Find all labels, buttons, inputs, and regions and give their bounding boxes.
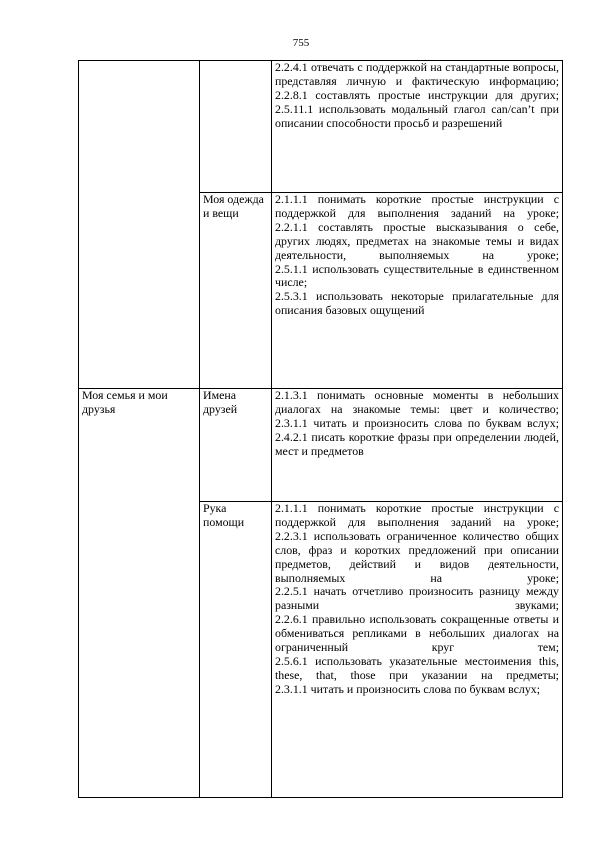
objective-item: 2.2.4.1 отвечать с поддержкой на стандартные вопросы, представляя личную и фактическую информацию; — [275, 60, 559, 88]
subtopic-cell: Рука помощи — [200, 502, 272, 798]
objective-item: 2.5.1.1 использовать существительные в единственном числе; — [275, 261, 559, 290]
objective-item: 2.1.3.1 понимать основные моменты в небольших диалогах на знакомые темы: цвет и количество; — [275, 388, 559, 416]
subtopic-cell: Моя одежда и вещи — [200, 193, 272, 389]
objective-item: 2.5.11.1 использовать модальный глагол can/can’t при описании способности просьб и разрешений — [275, 101, 559, 130]
objective-item: 2.2.6.1 правильно использовать сокращенные ответы и обмениваться репликами в небольших диалогах на ограниченный круг тем; — [275, 612, 559, 655]
topic-cell: Моя семья и мои друзья — [79, 389, 200, 798]
topic-cell — [79, 61, 200, 389]
objectives-cell — [272, 389, 563, 502]
objective-item: 2.2.1.1 составлять простые высказывания о себе, других людях, предметах на знакомые темы и видах деятельности, выполняемых на уроке; — [275, 219, 559, 262]
subtopic-cell: Имена друзей — [200, 389, 272, 502]
objective-item: 2.2.8.1 составлять простые инструкции для других; — [275, 87, 559, 102]
objective-item: 2.3.1.1 читать и произносить слова по буквам вслух; — [275, 415, 559, 430]
objective-item: 2.1.1.1 понимать короткие простые инструкции с поддержкой для выполнения заданий на уроке; — [275, 501, 559, 529]
objective-item: 2.4.2.1 писать короткие фразы при определении людей, мест и предметов — [275, 429, 559, 458]
objectives-cell — [272, 502, 563, 798]
page-number: 755 — [292, 37, 310, 49]
objective-item: 2.1.1.1 понимать короткие простые инструкции с поддержкой для выполнения заданий на уроке; — [275, 192, 559, 220]
subtopic-cell — [200, 61, 272, 193]
curriculum-table — [78, 60, 563, 798]
objectives-cell — [272, 193, 563, 389]
objective-item: 2.5.3.1 использовать некоторые прилагательные для описания базовых ощущений — [275, 289, 559, 318]
objective-item: 2.3.1.1 читать и произносить слова по буквам вслух; — [275, 681, 541, 696]
objective-item: 2.2.3.1 использовать ограниченное количество общих слов, фраз и коротких предложений при описании предметов, действий и видов деятельности, выполняемых на уроке; — [275, 528, 559, 585]
objective-item: 2.5.6.1 использовать указательные местоимения this, these, that, those при указании на предметы; — [275, 653, 559, 682]
table-row — [79, 389, 563, 502]
objective-item: 2.2.5.1 начать отчетливо произносить разницу между разными звуками; — [275, 584, 559, 613]
objectives-cell — [272, 61, 563, 193]
table-row — [79, 61, 563, 193]
